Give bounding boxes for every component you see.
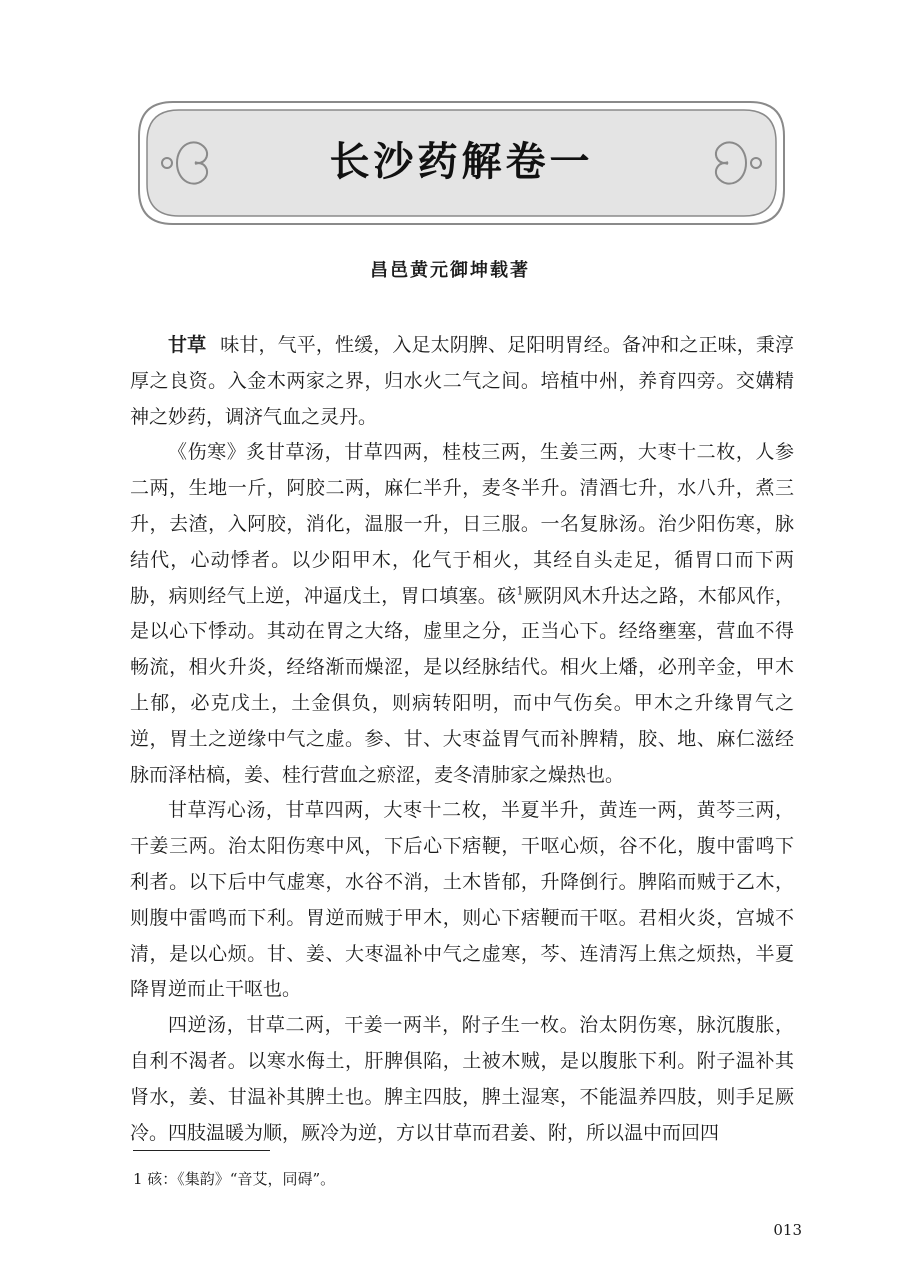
entry-paragraph [130,328,794,435]
paragraph-text: 厥阴风木升达之路，木郁风作，是以心下悸动。其动在胃之大络，虚里之分，正当心下。经络壅塞，营血不得畅流，相火升炎，经络渐而燥涩，是以经脉结代。相火上燔，必刑辛金，甲木上郁，必克戊土，土金俱负，则病转阳明，而中气伤矣。甲木之升缘胃气之逆，胃土之逆缘中气之虚。参、甘、大枣益胃气而补脾精，胶、地、麻仁滋经脉而泽枯槁，姜、桂行营血之瘀涩，麦冬清肺家之燥热也。 [130,584,794,786]
paragraph-gancao-xiexin: 甘草泻心汤，甘草四两，大枣十二枚，半夏半升，黄连一两，黄芩三两，干姜三两。治太阳伤寒中风，下后心下痞鞕，干呕心烦，谷不化，腹中雷鸣下利者。以下后中气虚寒，水谷不消，土木皆郁，升降倒行。脾陷而贼于乙木，则腹中雷鸣而下利。胃逆而贼于甲木，则心下痞鞕而干呕。君相火炎，宫城不清，是以心烦。甘、姜、大枣温补中气之虚寒，芩、连清泻上焦之烦热，半夏降胃逆而止干呕也。 [130,799,794,1001]
page-number: 013 [773,1221,802,1239]
footnote-divider [133,1150,270,1151]
herb-name: 甘草 [168,334,207,356]
herb-description: 味甘，气平，性缓，入足太阴脾、足阳明胃经。备冲和之正味，秉淳厚之良资。入金木两家之界，归水火二气之间。培植中州，养育四旁。交媾精神之妙药，调济气血之灵丹。 [130,334,794,428]
author-line: 昌邑黄元御坤载著 [370,260,530,281]
footnote-marker: 1 [516,584,524,598]
main-text [130,328,794,1151]
chapter-title: 长沙药解卷一 [329,139,594,185]
chapter-title-banner [133,96,790,230]
footnote: 1 硋：《集韵》“音艾，同碍”。 [133,1170,336,1188]
paragraph-zhigancao [130,435,794,793]
paragraph-text: 《伤寒》炙甘草汤，甘草四两，桂枝三两，生姜三两，大枣十二枚，人参二两，生地一斤，阿胶二两，麻仁半升，麦冬半升。清酒七升，水八升，煮三升，去渣，入阿胶，消化，温服一升，日三服。一名复脉汤。治少阳伤寒，脉结代，心动悸者。以少阳甲木，化气于相火，其经自头走足，循胃口而下两胁，病则经气上逆，冲逼戊土，胃口填塞。硋 [130,441,794,607]
paragraph-sini: 四逆汤，甘草二两，干姜一两半，附子生一枚。治太阴伤寒，脉沉腹胀，自利不渴者。以寒水侮土，肝脾俱陷，土被木贼，是以腹胀下利。附子温补其肾水，姜、甘温补其脾土也。脾主四肢，脾土湿寒，不能温养四肢，则手足厥冷。四肢温暖为顺，厥冷为逆，方以甘草而君姜、附，所以温中而回四 [130,1014,794,1144]
